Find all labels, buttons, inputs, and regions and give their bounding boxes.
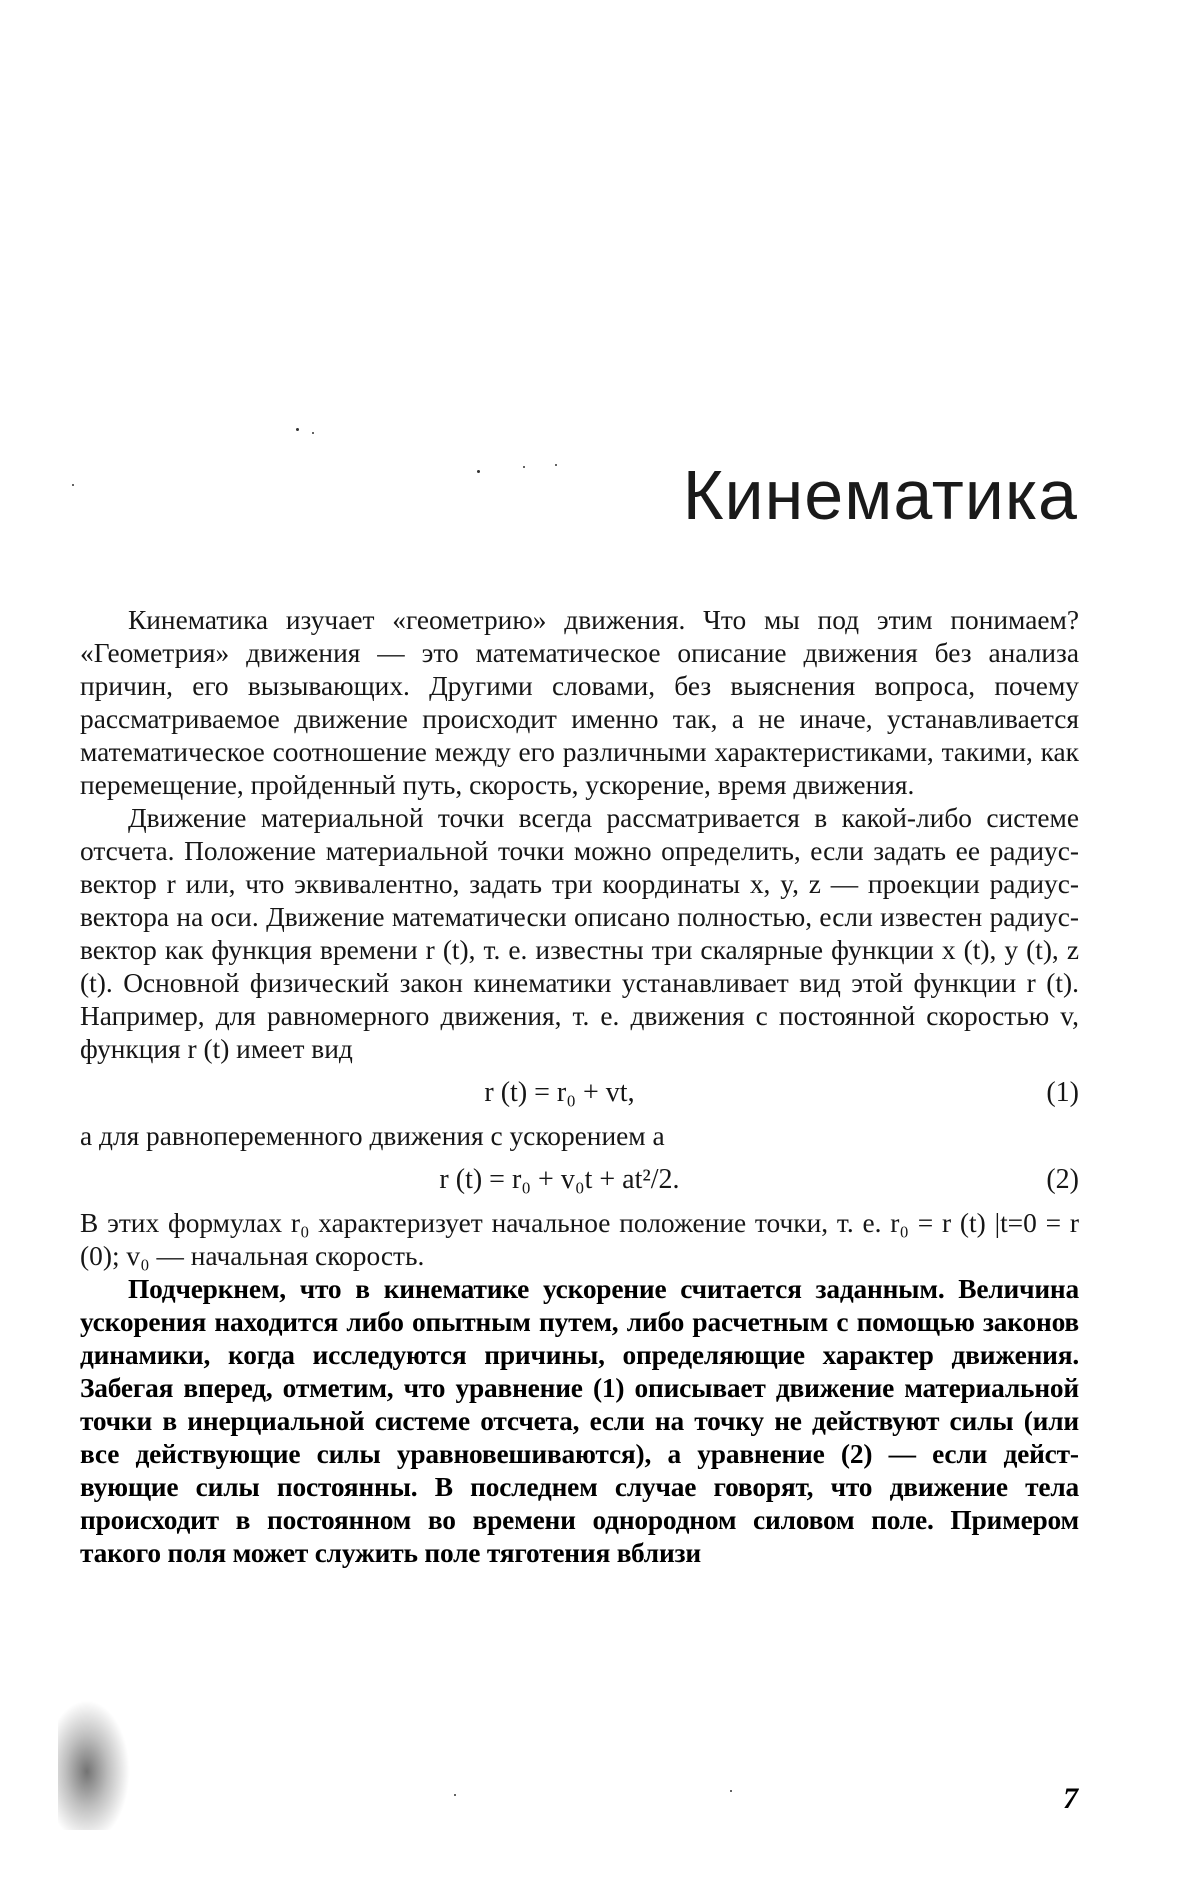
formula-line-2 (80, 1157, 1079, 1201)
chapter-title: Кинематика (682, 456, 1078, 534)
scan-speck (72, 484, 74, 486)
formula-number-1: (1) (1046, 1077, 1079, 1108)
paragraph-formula-explanation: В этих формулах r₀ характеризует начальное положение точки, т. е. r₀ = r (t) |t=0 = r (0); v₀ — начальная скорость. (80, 1208, 1079, 1271)
scan-speck (523, 466, 525, 468)
scan-speck (296, 428, 299, 431)
page-number: 7 (1063, 1782, 1078, 1815)
formula-accelerated-motion: r (t) = r₀ + v₀t + at²/2. (439, 1164, 680, 1195)
body-text (80, 604, 1079, 1570)
paragraph-intro: Кинематика изучает «геометрию» движения. Что мы под этим понимаем? «Геометрия» движения — это математическое описание движения без анализа причин, его вызывающих. Другими словами, без выяснения вопроса, почему рассматриваемое движение происходит именно так, а не иначе, устанавливается математическое соотношение между его различными характеристиками, такими, как перемещение, пройденный путь, скорость, ускорение, время движения. (80, 605, 1079, 800)
scan-speck (730, 1790, 732, 1792)
scan-speck (454, 1794, 456, 1796)
paragraph-acceleration: Подчеркнем, что в кинематике ускорение считается заданным. Величина ускорения находится либо опытным путем, либо расчетным с помощью законов динамики, когда исследуются причины, определяющие характер движения. Забегая вперед, отметим, что уравнение (1) описывает движение материальной точки в инерциальной системе отсчета, если на точку не действуют силы (или все действующие силы уравновешиваются), а уравнение (2) — если действующие силы постоянны. В последнем случае говорят, что движение тела происходит в постоянном во времени однородном силовом поле. Примером такого поля может служить поле тяготения вблизи (80, 1274, 1079, 1568)
scan-speck (312, 432, 314, 434)
formula-uniform-motion: r (t) = r₀ + vt, (484, 1077, 635, 1108)
formula-line-1 (80, 1070, 1079, 1114)
paragraph-accelerated-intro: а для равнопеременного движения с ускорением a (80, 1121, 665, 1151)
scan-smudge (58, 1700, 130, 1830)
paragraph-position: Движение материальной точки всегда рассматривается в какой-либо системе отсчета. Положение материальной точки можно определить, если задать ее радиус-вектор r или, что эквивалентно, задать три координаты x, y, z — проекции радиус-вектора на оси. Движение математически описано полностью, если известен радиус-вектор как функция времени r (t), т. е. известны три скалярные функции x (t), y (t), z (t). Основной физический закон кинематики устанавливает вид этой функции r (t). Например, для равномерного движения, т. е. движения с постоянной скоростью v, функция r (t) имеет вид (80, 803, 1079, 1064)
scan-speck (555, 464, 557, 466)
formula-number-2: (2) (1046, 1164, 1079, 1195)
scan-speck (477, 470, 480, 473)
